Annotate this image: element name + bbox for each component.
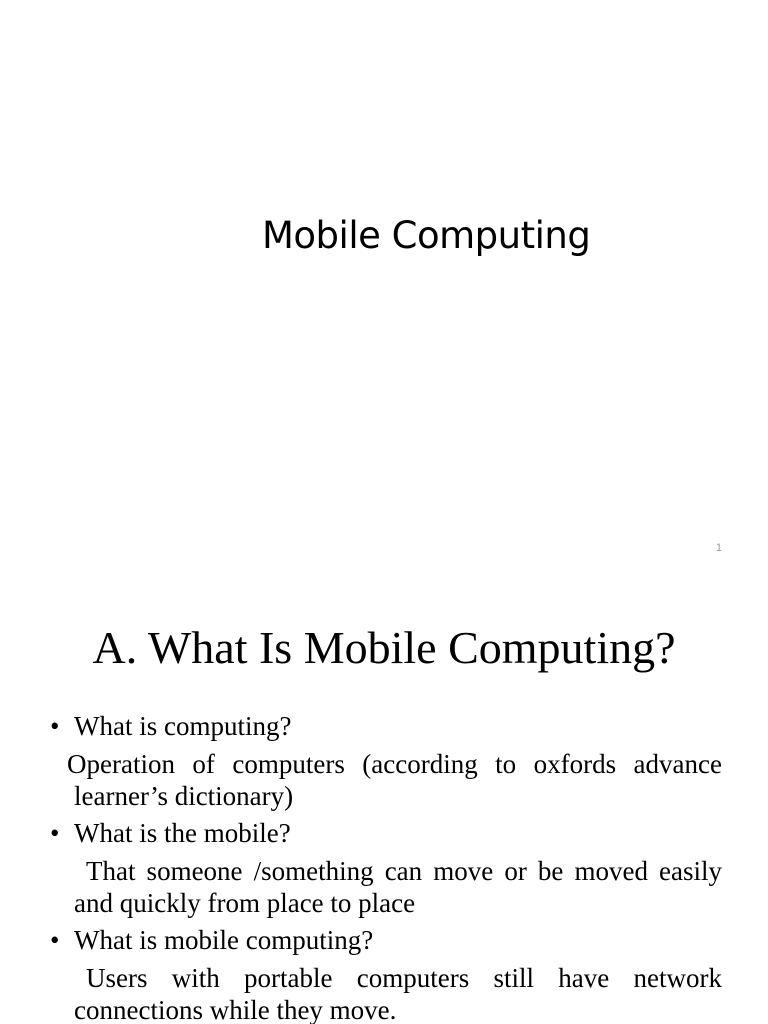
- slide-title: Mobile Computing: [262, 214, 591, 257]
- slide-body: [50, 710, 722, 1024]
- answer-text: Operation of computers (according to oxfords advance learner’s dictionary): [67, 749, 722, 811]
- bullet-icon: •: [50, 925, 60, 955]
- slide-2: [0, 576, 768, 1024]
- slide-number: 1: [715, 542, 722, 554]
- answer-text: Users with portable computers still have network connections while they move.: [74, 963, 722, 1024]
- slide-heading: A. What Is Mobile Computing?: [92, 622, 676, 673]
- bullet-question: [50, 710, 722, 742]
- bullet-icon: •: [50, 711, 60, 741]
- bullet-question: [50, 817, 722, 849]
- bullet-question: [50, 924, 722, 956]
- question-text: What is mobile computing?: [74, 925, 374, 955]
- question-text: What is computing?: [74, 711, 292, 741]
- answer-text: That someone /something can move or be moved easily and quickly from place to place: [74, 856, 722, 918]
- bullet-icon: •: [50, 818, 60, 848]
- question-text: What is the mobile?: [74, 818, 291, 848]
